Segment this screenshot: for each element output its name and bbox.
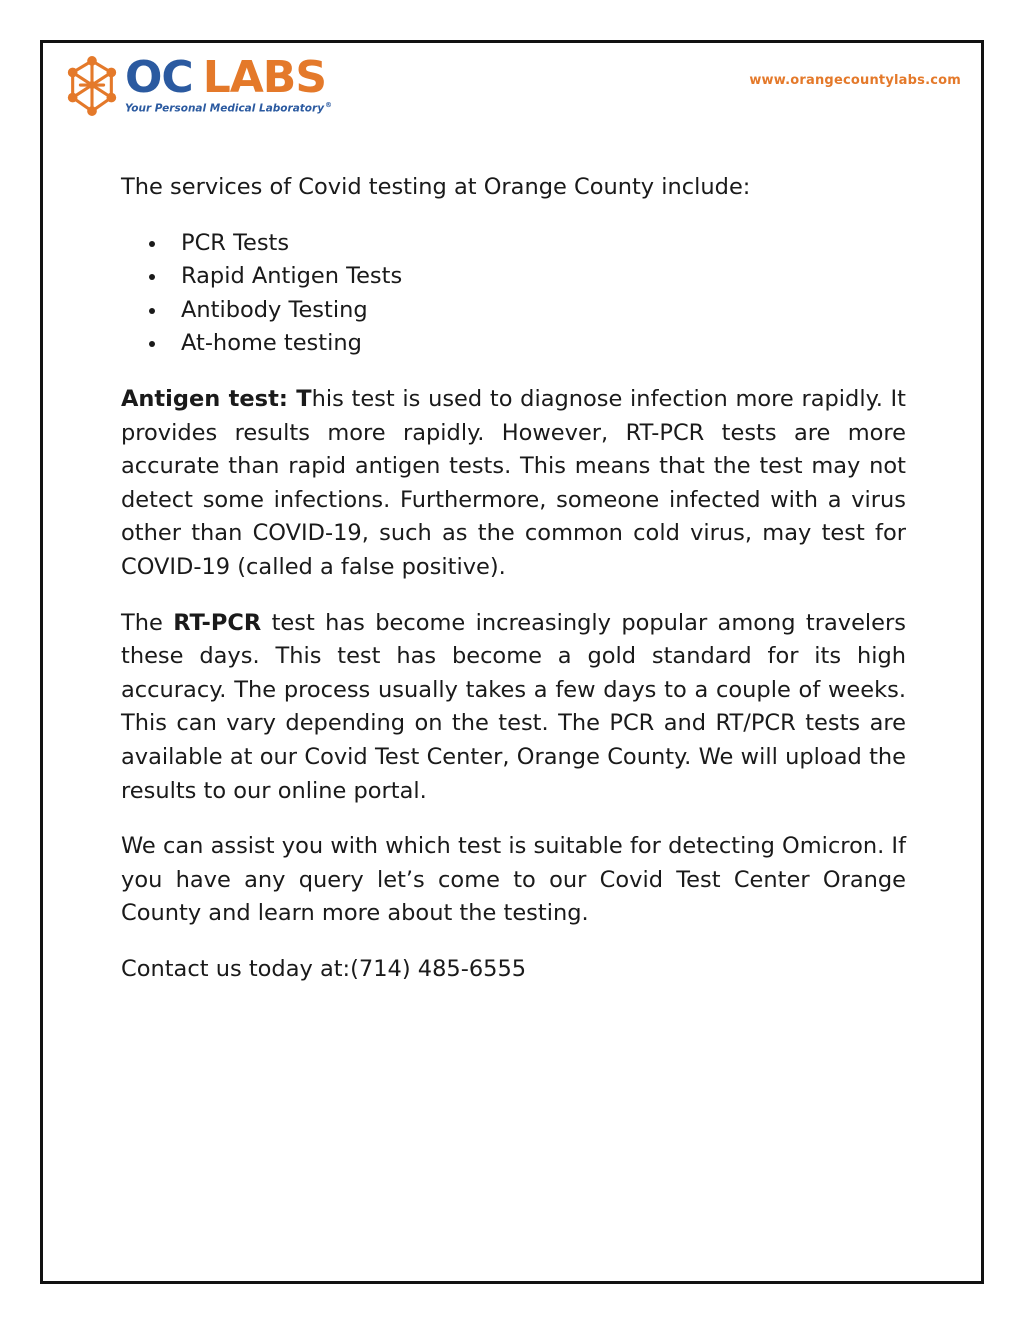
intro-text: The services of Covid testing at Orange County include: xyxy=(121,174,751,200)
service-label: PCR Tests xyxy=(181,229,290,256)
rtpcr-paragraph xyxy=(121,607,906,809)
contact-line: Contact us today at:(714) 485-6555 xyxy=(121,955,527,982)
services-list xyxy=(121,227,906,361)
antigen-text: his test is used to diagnose infection more rapidly. It provides results more rapidly. However, RT-PCR tests are more accurate than rapid antigen tests. This means that the test may not detect some infections. Furthermore, someone infected with a virus other than COVID-19, such as the common cold virus, may test for COVID-19 (called a false positive). xyxy=(121,385,906,580)
document-body xyxy=(121,171,906,986)
list-item xyxy=(149,227,906,261)
logo-wordmark xyxy=(125,51,332,103)
page-frame xyxy=(40,40,984,1284)
logo-tagline-text: Your Personal Medical Laboratory xyxy=(125,102,325,115)
registered-mark: ® xyxy=(325,100,333,109)
antigen-lead: Antigen test: T xyxy=(121,385,312,412)
service-label: At-home testing xyxy=(181,330,362,357)
website-link[interactable]: www.orangecountylabs.com xyxy=(749,73,961,88)
rtpcr-text: test has become increasingly popular among travelers these days. This test has become a gold standard for its high accuracy. The process usually takes a few days to a couple of weeks. This can vary depending on the test. The PCR and RT/PCR tests are available at our Covid Test Center, Orange County. We will upload the results to our online portal. xyxy=(121,609,906,804)
logo-text xyxy=(125,51,333,115)
logo-wordmark-labs: LABS xyxy=(202,51,327,103)
antigen-paragraph xyxy=(121,383,906,585)
molecule-network-icon xyxy=(63,55,121,117)
list-item xyxy=(149,294,906,328)
assist-paragraph: We can assist you with which test is suitable for detecting Omicron. If you have any query let’s come to our Covid Test Center Orange County and learn more about the testing. xyxy=(121,833,906,927)
list-item xyxy=(149,327,906,361)
bullet-icon xyxy=(149,341,155,347)
oc-labs-logo xyxy=(63,51,332,121)
logo-tagline xyxy=(125,101,332,115)
bullet-icon xyxy=(149,308,155,314)
bullet-icon xyxy=(149,241,155,247)
service-label: Rapid Antigen Tests xyxy=(181,263,403,290)
logo-wordmark-oc: OC xyxy=(125,51,193,103)
service-label: Antibody Testing xyxy=(181,296,368,323)
list-item xyxy=(149,260,906,294)
bullet-icon xyxy=(149,274,155,280)
rtpcr-bold: RT-PCR xyxy=(173,609,262,636)
page-header xyxy=(63,51,961,121)
rtpcr-prefix: The xyxy=(121,609,174,636)
